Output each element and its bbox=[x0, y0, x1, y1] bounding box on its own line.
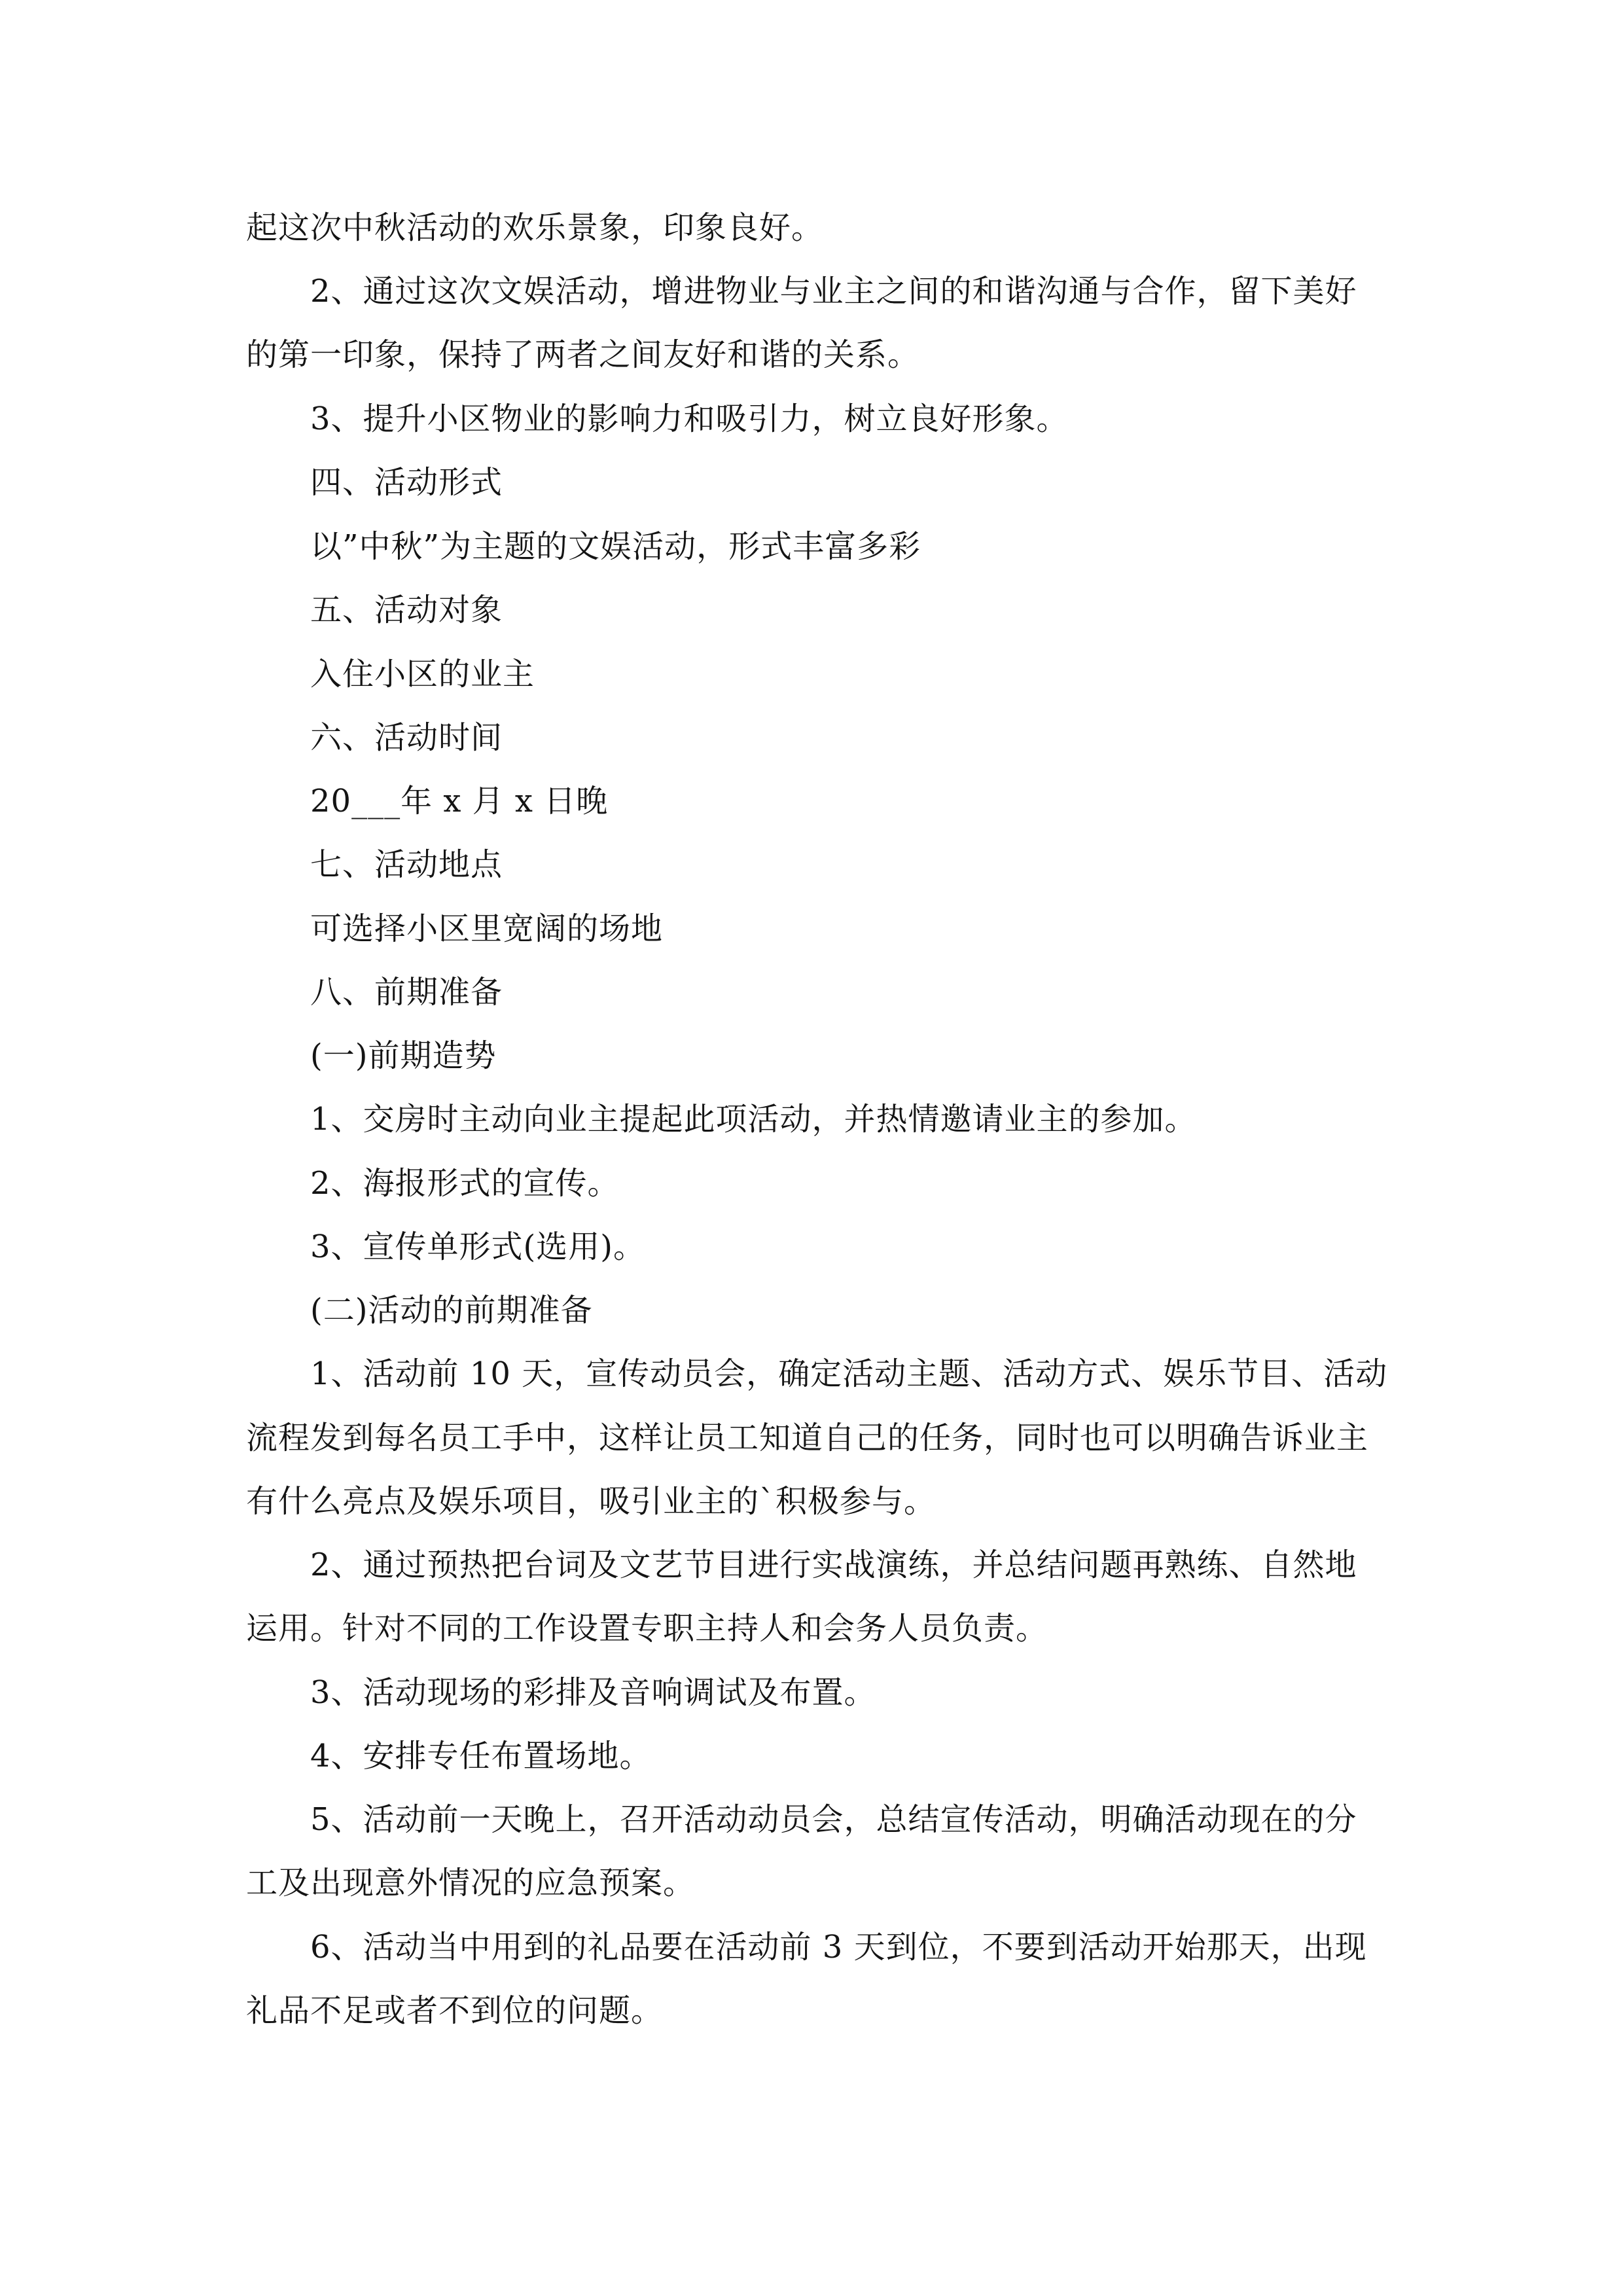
section-heading: 八、前期准备 bbox=[310, 974, 503, 1011]
body-line: 可选择小区里宽阔的场地 bbox=[310, 910, 664, 947]
body-line: 6、活动当中用到的礼品要在活动前 3 天到位，不要到活动开始那天，出现 bbox=[310, 1929, 1367, 1965]
body-line: 2、通过预热把台词及文艺节目进行实战演练，并总结问题再熟练、自然地 bbox=[310, 1547, 1357, 1583]
body-line: 工及出现意外情况的应急预案。 bbox=[246, 1865, 696, 1901]
body-line: 入住小区的业主 bbox=[310, 656, 535, 692]
body-line: 20___年 x 月 x 日晚 bbox=[310, 783, 609, 819]
body-line: 运用。针对不同的工作设置专职主持人和会务人员负责。 bbox=[246, 1610, 1048, 1647]
body-line: 2、通过这次文娱活动，增进物业与业主之间的和谐沟通与合作，留下美好 bbox=[310, 273, 1357, 310]
body-line: 起这次中秋活动的欢乐景象，印象良好。 bbox=[246, 209, 824, 246]
body-line: 3、活动现场的彩排及音响调试及布置。 bbox=[310, 1674, 876, 1711]
body-line: 以”中秋”为主题的文娱活动，形式丰富多彩 bbox=[310, 528, 921, 565]
section-heading: 六、活动时间 bbox=[310, 719, 503, 756]
body-line: 1、活动前 10 天，宣传动员会，确定活动主题、活动方式、娱乐节目、活动 bbox=[310, 1355, 1388, 1392]
body-line: 3、宣传单形式(选用)。 bbox=[310, 1229, 645, 1265]
subsection-heading: (二)活动的前期准备 bbox=[310, 1292, 593, 1329]
body-line: 的第一印象，保持了两者之间友好和谐的关系。 bbox=[246, 336, 920, 373]
body-line: 有什么亮点及娱乐项目，吸引业主的`积极参与。 bbox=[246, 1483, 936, 1520]
section-heading: 七、活动地点 bbox=[310, 846, 503, 883]
body-line: 流程发到每名员工手中，这样让员工知道自己的任务，同时也可以明确告诉业主 bbox=[246, 1420, 1369, 1456]
subsection-heading: (一)前期造势 bbox=[310, 1037, 497, 1074]
body-line: 3、提升小区物业的影响力和吸引力，树立良好形象。 bbox=[310, 401, 1069, 437]
body-line: 礼品不足或者不到位的问题。 bbox=[246, 1992, 664, 2029]
body-line: 5、活动前一天晚上，召开活动动员会，总结宣传活动，明确活动现在的分 bbox=[310, 1801, 1357, 1838]
body-line: 2、海报形式的宣传。 bbox=[310, 1165, 620, 1202]
section-heading: 四、活动形式 bbox=[310, 464, 503, 501]
body-line: 4、安排专任布置场地。 bbox=[310, 1738, 652, 1774]
section-heading: 五、活动对象 bbox=[310, 592, 503, 628]
body-line: 1、交房时主动向业主提起此项活动，并热情邀请业主的参加。 bbox=[310, 1101, 1197, 1138]
